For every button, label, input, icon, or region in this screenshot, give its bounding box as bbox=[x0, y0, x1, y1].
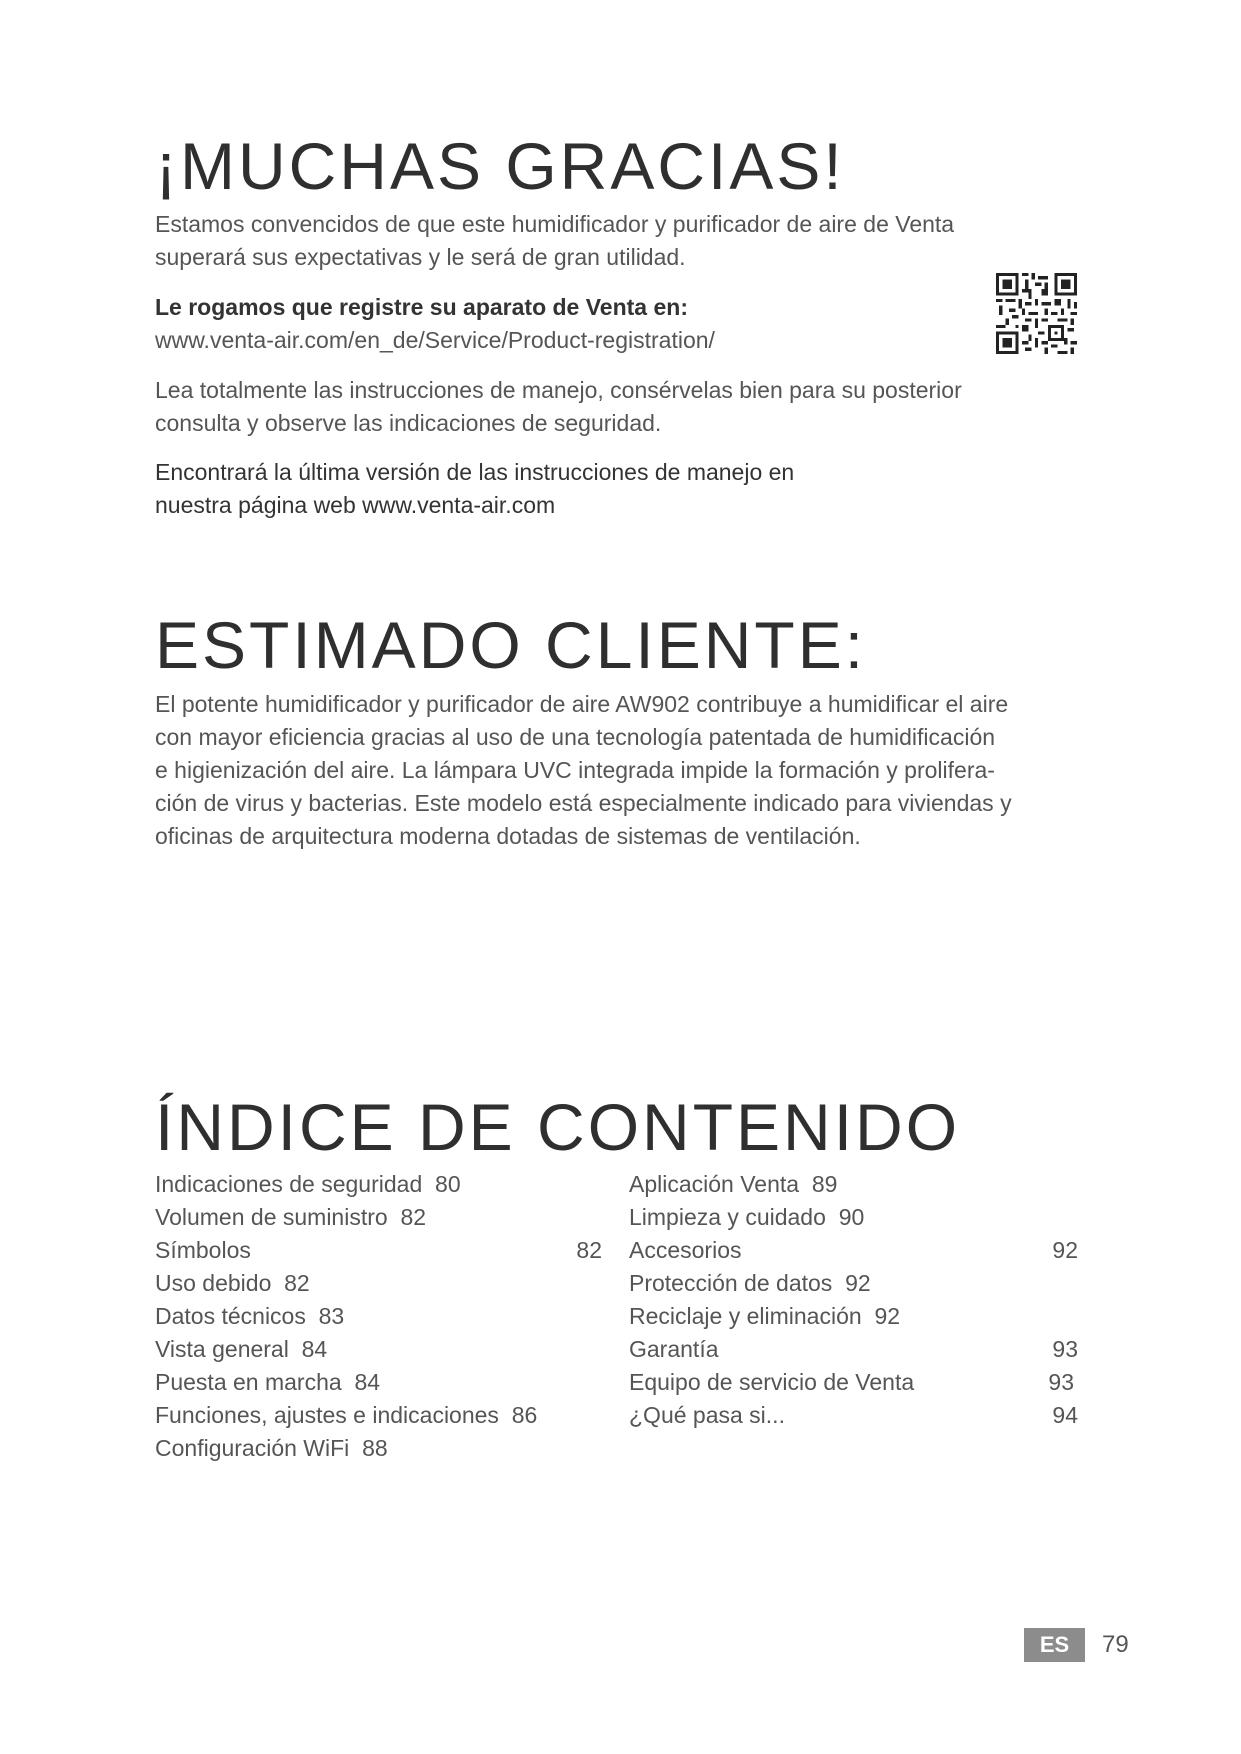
toc-title: ÍNDICE DE CONTENIDO bbox=[155, 1090, 961, 1164]
toc-item[interactable] bbox=[155, 1434, 388, 1462]
customer-paragraph bbox=[155, 688, 1105, 853]
toc-item-label: Símbolos bbox=[155, 1237, 251, 1263]
toc-item[interactable] bbox=[155, 1236, 251, 1264]
toc-item-page: 92 bbox=[845, 1270, 871, 1296]
customer-title: ESTIMADO CLIENTE: bbox=[155, 608, 867, 682]
toc-item-label: Puesta en marcha bbox=[155, 1369, 342, 1395]
toc-item-page: 84 bbox=[354, 1369, 381, 1395]
thanks-intro-line: superará sus expectativas y le será de gran utilidad. bbox=[155, 244, 686, 270]
toc-item[interactable] bbox=[629, 1335, 719, 1363]
toc-item-label: Volumen de suministro bbox=[155, 1204, 388, 1230]
toc-item[interactable] bbox=[155, 1203, 426, 1231]
toc-item-page: 93 bbox=[1052, 1336, 1078, 1362]
toc-item-label: Indicaciones de seguridad bbox=[155, 1171, 423, 1197]
toc-item[interactable] bbox=[155, 1269, 310, 1297]
toc-item-page: 94 bbox=[1052, 1402, 1078, 1428]
register-url[interactable]: www.venta-air.com/en_de/Service/Product-registration/ bbox=[155, 327, 715, 353]
latest-version-line: Encontrará la última versión de las instrucciones de manejo en bbox=[155, 459, 795, 485]
customer-paragraph-line: oficinas de arquitectura moderna dotadas de sistemas de ventilación. bbox=[155, 823, 861, 849]
toc-item-label: Datos técnicos bbox=[155, 1303, 306, 1329]
toc-item[interactable] bbox=[629, 1170, 837, 1198]
toc-item-label: Configuración WiFi bbox=[155, 1435, 350, 1461]
toc-item-label: Garantía bbox=[629, 1336, 719, 1362]
thanks-intro bbox=[155, 208, 1055, 274]
toc-item[interactable] bbox=[155, 1401, 537, 1429]
toc-item-page: 90 bbox=[838, 1204, 865, 1230]
language-badge: ES bbox=[1024, 1628, 1085, 1662]
latest-version bbox=[155, 456, 1055, 522]
toc-item[interactable] bbox=[629, 1401, 785, 1429]
customer-paragraph-line: e higienización del aire. La lámpara UVC integrada impide la formación y prolifera- bbox=[155, 757, 995, 783]
toc-item-page: 92 bbox=[1052, 1237, 1078, 1263]
toc-item-page: 92 bbox=[874, 1303, 901, 1329]
toc-item[interactable] bbox=[629, 1236, 741, 1264]
page-number: 79 bbox=[1102, 1631, 1129, 1658]
qr-code-icon bbox=[996, 273, 1077, 354]
toc-item[interactable] bbox=[629, 1269, 871, 1297]
toc-item-page: 82 bbox=[400, 1204, 427, 1230]
toc-item[interactable] bbox=[629, 1368, 914, 1396]
toc-item-page: 93 bbox=[1048, 1369, 1074, 1395]
toc-item-page: 86 bbox=[511, 1402, 538, 1428]
thanks-title: ¡MUCHAS GRACIAS! bbox=[155, 129, 845, 203]
toc-item[interactable] bbox=[155, 1335, 327, 1363]
read-instructions-line: consulta y observe las indicaciones de seguridad. bbox=[155, 410, 662, 436]
toc-item-label: Accesorios bbox=[629, 1237, 742, 1263]
toc-item[interactable] bbox=[629, 1302, 900, 1330]
read-instructions bbox=[155, 374, 1055, 440]
toc-item-label: Aplicación Venta bbox=[629, 1171, 800, 1197]
toc-item-label: Vista general bbox=[155, 1336, 289, 1362]
toc-item-label: Uso debido bbox=[155, 1270, 272, 1296]
toc-item-label: Equipo de servicio de Venta bbox=[629, 1369, 915, 1395]
toc-item-page: 82 bbox=[576, 1237, 602, 1263]
read-instructions-line: Lea totalmente las instrucciones de manejo, consérvelas bien para su posterior bbox=[155, 377, 962, 403]
toc-item-page: 84 bbox=[301, 1336, 328, 1362]
toc-item-label: Protección de datos bbox=[629, 1270, 833, 1296]
toc-item-label: ¿Qué pasa si... bbox=[629, 1402, 785, 1428]
thanks-intro-line: Estamos convencidos de que este humidificador y purificador de aire de Venta bbox=[155, 211, 955, 237]
toc-item-label: Reciclaje y eliminación bbox=[629, 1303, 862, 1329]
customer-paragraph-line: ción de virus y bacterias. Este modelo está especialmente indicado para viviendas y bbox=[155, 790, 1012, 816]
toc-item-page: 80 bbox=[435, 1171, 461, 1197]
register-label: Le rogamos que registre su aparato de Venta en: bbox=[155, 294, 688, 320]
toc-item[interactable] bbox=[155, 1368, 380, 1396]
toc-item-page: 82 bbox=[284, 1270, 310, 1296]
toc-item[interactable] bbox=[155, 1170, 461, 1198]
latest-version-line: nuestra página web www.venta-air.com bbox=[155, 492, 556, 518]
toc-item-label: Funciones, ajustes e indicaciones bbox=[155, 1402, 499, 1428]
toc-item-page: 89 bbox=[811, 1171, 838, 1197]
toc-item-page: 83 bbox=[318, 1303, 345, 1329]
toc-item-page: 88 bbox=[362, 1435, 388, 1461]
toc-item-label: Limpieza y cuidado bbox=[629, 1204, 826, 1230]
customer-paragraph-line: con mayor eficiencia gracias al uso de una tecnología patentada de humidificación bbox=[155, 724, 996, 750]
toc-item[interactable] bbox=[155, 1302, 344, 1330]
toc-item[interactable] bbox=[629, 1203, 864, 1231]
customer-paragraph-line: El potente humidificador y purificador de aire AW902 contribuye a humidificar el aire bbox=[155, 691, 1009, 717]
